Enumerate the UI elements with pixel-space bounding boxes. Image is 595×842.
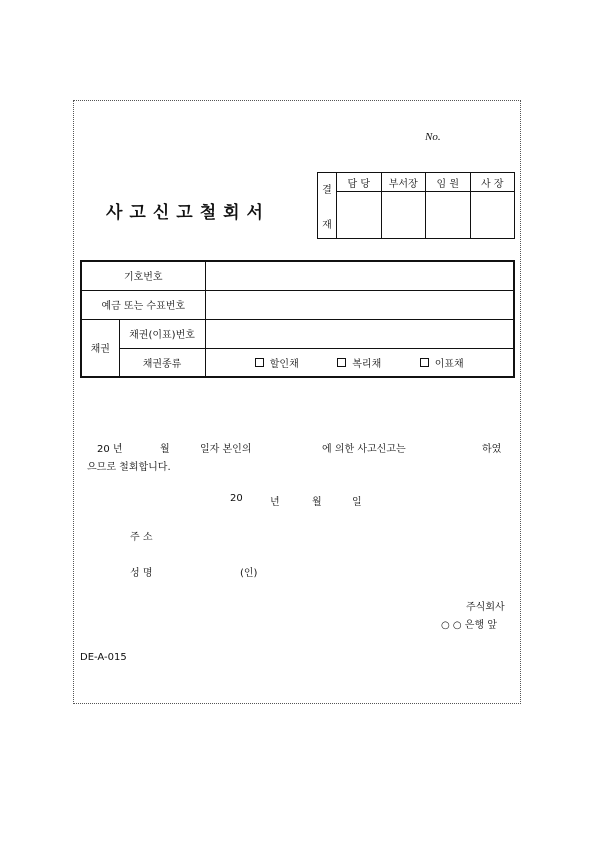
approval-sign-president[interactable] <box>470 192 515 239</box>
seal-mark: (인) <box>240 568 258 579</box>
bond-type-option-label: 할인채 <box>269 358 299 370</box>
approval-header-manager: 부서장 <box>381 173 426 192</box>
bond-type-label: 채권종류 <box>119 348 205 377</box>
approval-header-executive: 임 원 <box>426 173 471 192</box>
approval-side-top: 결 <box>322 184 332 196</box>
deposit-number-field[interactable] <box>205 290 514 319</box>
bond-type-option-label: 복리채 <box>352 358 382 370</box>
statement-day: 일자 본인의 <box>200 444 252 455</box>
bank-recipient: ○ ○ 은행 앞 <box>441 620 497 631</box>
approval-sign-manager[interactable] <box>381 192 426 239</box>
date-month: 월 <box>312 497 322 508</box>
bond-type-option-discount[interactable] <box>255 355 299 370</box>
statement-end: 하였 <box>482 444 502 455</box>
bond-type-options <box>205 348 514 377</box>
info-table <box>80 260 515 378</box>
checkbox-icon[interactable] <box>337 358 346 367</box>
statement-line2: 으므로 철회합니다. <box>87 462 171 473</box>
bond-number-label: 채권(이표)번호 <box>119 319 205 348</box>
statement-reason: 에 의한 사고신고는 <box>322 444 406 455</box>
bond-type-option-coupon[interactable] <box>420 355 464 370</box>
date-year-unit: 년 <box>270 497 280 508</box>
bond-number-field[interactable] <box>205 319 514 348</box>
symbol-number-label: 기호번호 <box>81 261 205 290</box>
form-title: 사고신고철회서 <box>106 203 270 223</box>
checkbox-icon[interactable] <box>255 358 264 367</box>
form-code: DE-A-015 <box>80 652 127 663</box>
symbol-number-field[interactable] <box>205 261 514 290</box>
approval-side-label <box>318 173 337 239</box>
statement-month: 월 <box>160 444 170 455</box>
approval-sign-executive[interactable] <box>426 192 471 239</box>
company-label: 주식회사 <box>466 602 505 613</box>
bond-label: 채권 <box>81 319 119 377</box>
date-day: 일 <box>352 497 362 508</box>
address-label: 주 소 <box>130 532 153 543</box>
document-number-label: No. <box>425 131 441 143</box>
bond-type-option-label: 이표채 <box>434 358 464 370</box>
statement-year: 20 년 <box>97 444 123 455</box>
deposit-number-label: 예금 또는 수표번호 <box>81 290 205 319</box>
approval-box <box>317 172 515 239</box>
approval-side-bottom: 재 <box>322 219 332 231</box>
bond-type-option-compound[interactable] <box>337 355 381 370</box>
checkbox-icon[interactable] <box>420 358 429 367</box>
approval-header-staff: 담 당 <box>337 173 382 192</box>
date-year: 20 <box>230 493 243 504</box>
name-label: 성 명 <box>130 568 153 579</box>
approval-sign-staff[interactable] <box>337 192 382 239</box>
approval-header-president: 사 장 <box>470 173 515 192</box>
